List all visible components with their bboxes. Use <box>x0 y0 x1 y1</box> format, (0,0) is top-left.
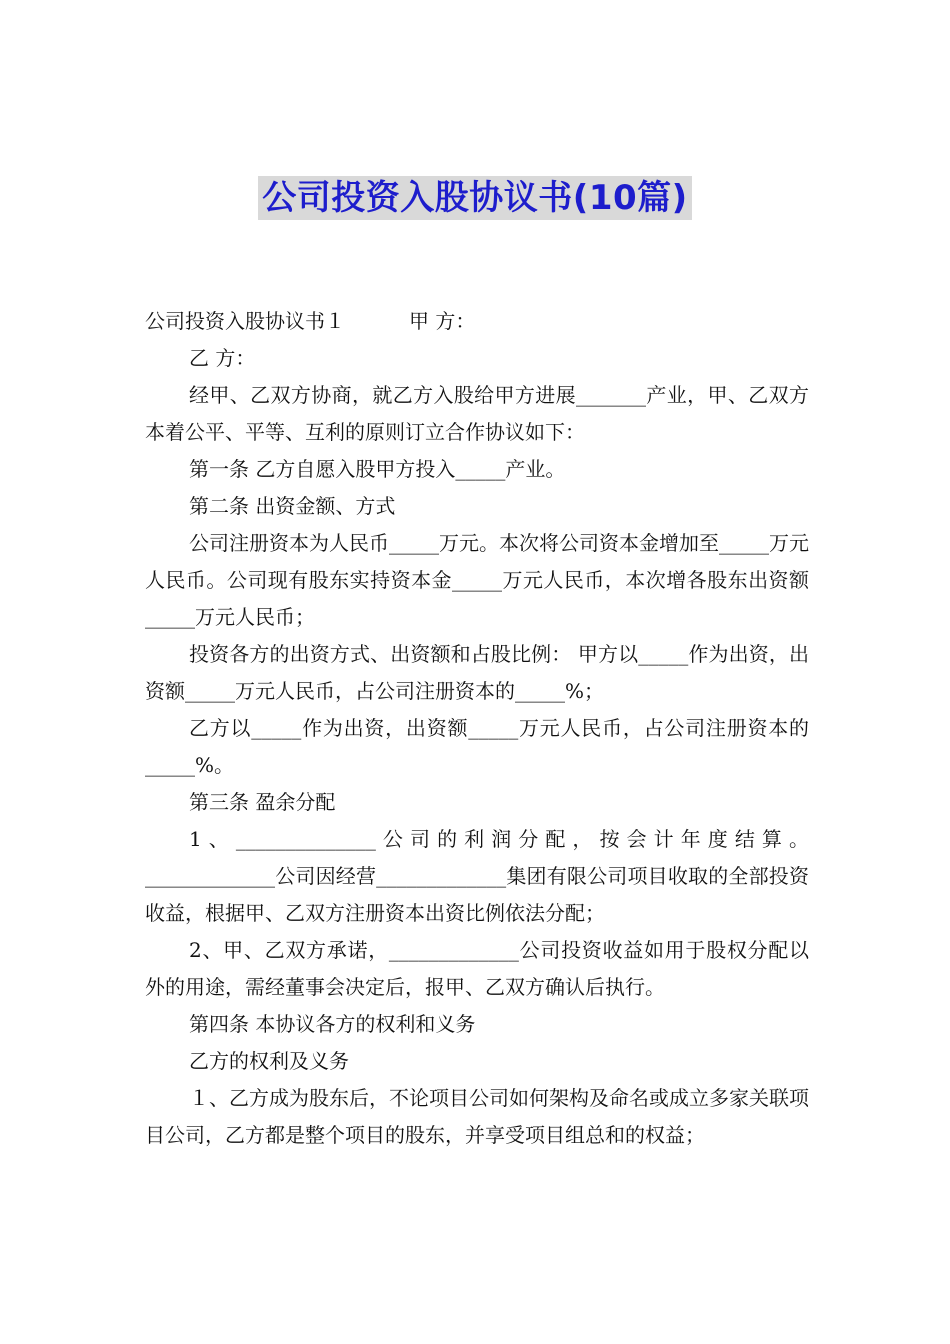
paragraph-profit-distribution-2: 2、甲、乙双方承诺，_____________公司投资收益如用于股权分配以外的用途，需经董事会决定后，报甲、乙双方确认后执行。 <box>145 938 809 999</box>
party-a-label: 甲 方： <box>409 309 476 333</box>
article-2-heading: 第二条 出资金额、方式 <box>189 494 396 518</box>
article-3-heading: 第三条 盈余分配 <box>189 790 336 814</box>
paragraph-party-b-right-1: １、乙方成为股东后，不论项目公司如何架构及命名或成立多家关联项目公司，乙方都是整个项目的股东，并享受项目组总和的权益； <box>145 1086 809 1147</box>
paragraph-registered-capital: 公司注册资本为人民币_____万元。本次将公司资本金增加至_____万元人民币。公司现有股东实持资本金_____万元人民币，本次增各股东出资额_____万元人民币； <box>145 531 809 629</box>
agreement-heading-line <box>145 303 809 340</box>
document-title: 公司投资入股协议书(10篇) <box>258 176 691 220</box>
agreement-subtitle: 公司投资入股协议书１ <box>145 309 345 333</box>
paragraph-party-b-contribution: 乙方以_____作为出资，出资额_____万元人民币，占公司注册资本的_____%。 <box>145 716 809 777</box>
title-container <box>0 176 950 220</box>
party-b-label: 乙 方： <box>189 346 256 370</box>
party-b-rights-heading: 乙方的权利及义务 <box>189 1049 349 1073</box>
article-1: 第一条 乙方自愿入股甲方投入_____产业。 <box>189 457 566 481</box>
paragraph-profit-distribution-1: 1、______________公司的利润分配，按会计年度结算。_____________公司因经营_____________集团有限公司项目收取的全部投资收益，根据甲、乙双方注册资本出资比例依法分配； <box>145 827 809 925</box>
document-body <box>145 303 809 1154</box>
paragraph-party-a-contribution: 投资各方的出资方式、出资额和占股比例： 甲方以_____作为出资，出资额_____万元人民币，占公司注册资本的_____%； <box>145 642 809 703</box>
article-4-heading: 第四条 本协议各方的权利和义务 <box>189 1012 476 1036</box>
paragraph-intro: 经甲、乙双方协商，就乙方入股给甲方进展_______产业，甲、乙双方本着公平、平等、互利的原则订立合作协议如下： <box>145 383 809 444</box>
